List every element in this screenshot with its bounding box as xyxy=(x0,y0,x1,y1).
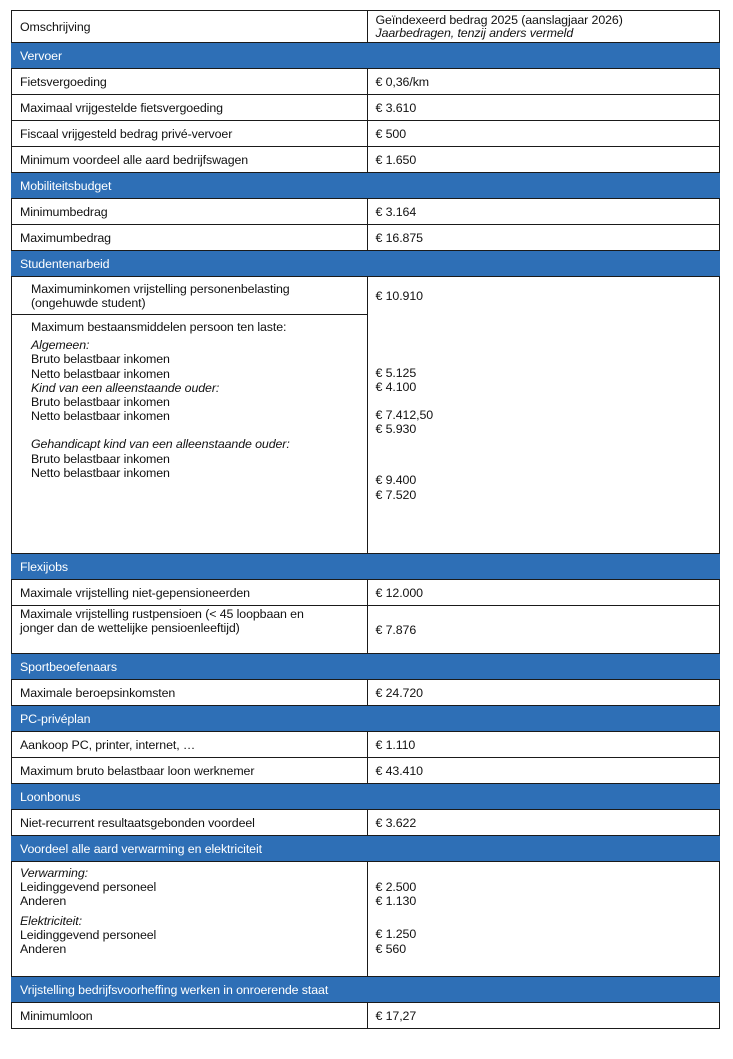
row-label: Maximaal vrijgestelde fietsvergoeding xyxy=(12,95,368,121)
row-label: Fiscaal vrijgesteld bedrag privé-vervoer xyxy=(12,121,368,147)
table-row xyxy=(12,199,720,225)
indexed-amounts-table xyxy=(11,10,720,1029)
group-title: Elektriciteit: xyxy=(20,913,82,928)
group-line: Bruto belastbaar inkomen xyxy=(31,451,170,466)
section-header-verwarming-elektriciteit xyxy=(12,836,720,862)
group-value: € 560 xyxy=(375,941,407,956)
section-header-vervoer xyxy=(12,43,720,69)
section-header-pc-priveplan xyxy=(12,706,720,732)
row-label: Minimumloon xyxy=(12,1003,368,1029)
row-label xyxy=(12,277,368,315)
table-row xyxy=(12,758,720,784)
row-value: € 500 xyxy=(367,121,720,147)
table-row xyxy=(12,606,720,654)
row-label xyxy=(12,606,368,654)
group-value: € 2.500 xyxy=(375,880,417,894)
header-amount xyxy=(367,11,720,43)
row-value: € 16.875 xyxy=(367,225,720,251)
row-value: € 43.410 xyxy=(367,758,720,784)
dependents-intro: Maximum bestaansmiddelen persoon ten laste: xyxy=(31,320,287,334)
table-row xyxy=(12,69,720,95)
section-header-onroerende-staat xyxy=(12,977,720,1003)
group-line: Leidinggevend personeel xyxy=(20,880,157,895)
row-label xyxy=(12,315,368,554)
group-title: Gehandicapt kind van een alleenstaande ouder: xyxy=(31,437,290,452)
row-label: Minimumbedrag xyxy=(12,199,368,225)
section-title: PC-privéplan xyxy=(12,706,720,732)
row-label xyxy=(12,862,368,977)
row-value: € 12.000 xyxy=(367,580,720,606)
group-value: € 5.125 xyxy=(375,365,417,380)
row-label-line: Maximale vrijstelling rustpensioen (< 45 loopbaan en xyxy=(20,607,304,621)
header-amount-title: Geïndexeerd bedrag 2025 (aanslagjaar 2026) xyxy=(375,12,623,27)
row-label: Niet-recurrent resultaatsgebonden voordeel xyxy=(12,810,368,836)
group-value: € 9.400 xyxy=(375,473,417,488)
row-value: € 3.622 xyxy=(367,810,720,836)
row-value xyxy=(367,862,720,977)
section-title: Loonbonus xyxy=(12,784,720,810)
section-header-studentenarbeid xyxy=(12,251,720,277)
row-value: € 1.110 xyxy=(367,732,720,758)
table-row xyxy=(12,147,720,173)
row-label: Maximale beroepsinkomsten xyxy=(12,680,368,706)
group-value: € 1.130 xyxy=(375,894,417,909)
section-header-mobiliteitsbudget xyxy=(12,173,720,199)
row-label-line: Maximuminkomen vrijstelling personenbelasting xyxy=(31,281,290,296)
group-value: € 1.250 xyxy=(375,927,417,942)
header-description: Omschrijving xyxy=(12,11,368,43)
group-line: Bruto belastbaar inkomen xyxy=(31,352,170,367)
header-amount-subtitle: Jaarbedragen, tenzij anders vermeld xyxy=(375,25,574,40)
row-label: Maximale vrijstelling niet-gepensioneerden xyxy=(12,580,368,606)
section-header-flexijobs xyxy=(12,554,720,580)
group-value: € 5.930 xyxy=(375,422,417,437)
row-value: € 17,27 xyxy=(367,1003,720,1029)
row-label-line: (ongehuwde student) xyxy=(31,295,146,310)
table-row xyxy=(12,121,720,147)
table-row-dependents xyxy=(12,315,720,554)
section-title: Studentenarbeid xyxy=(12,251,720,277)
row-label: Maximum bruto belastbaar loon werknemer xyxy=(12,758,368,784)
table-row xyxy=(12,225,720,251)
row-value xyxy=(367,315,720,554)
group-title: Verwarming: xyxy=(20,866,88,880)
group-value: € 4.100 xyxy=(375,379,417,394)
table-row xyxy=(12,95,720,121)
row-value: € 7.876 xyxy=(367,606,720,654)
group-line: Anderen xyxy=(20,894,67,909)
table-header-row xyxy=(12,11,720,43)
group-line: Netto belastbaar inkomen xyxy=(31,465,170,480)
row-value: € 3.164 xyxy=(367,199,720,225)
table-row xyxy=(12,1003,720,1029)
section-title: Flexijobs xyxy=(12,554,720,580)
row-value: € 24.720 xyxy=(367,680,720,706)
table-row xyxy=(12,732,720,758)
section-title: Sportbeoefenaars xyxy=(12,654,720,680)
section-header-sportbeoefenaars xyxy=(12,654,720,680)
group-value: € 7.520 xyxy=(375,487,417,502)
table-row-heating-electricity xyxy=(12,862,720,977)
row-label-line: jonger dan de wettelijke pensioenleeftijd) xyxy=(20,621,240,635)
group-line: Netto belastbaar inkomen xyxy=(31,409,170,424)
table-row xyxy=(12,810,720,836)
row-label: Fietsvergoeding xyxy=(12,69,368,95)
table-row xyxy=(12,277,720,315)
row-label: Maximumbedrag xyxy=(12,225,368,251)
section-title: Mobiliteitsbudget xyxy=(12,173,720,199)
table-row xyxy=(12,680,720,706)
group-line: Netto belastbaar inkomen xyxy=(31,366,170,381)
row-value: € 1.650 xyxy=(367,147,720,173)
table-row xyxy=(12,580,720,606)
section-header-loonbonus xyxy=(12,784,720,810)
group-title: Algemeen: xyxy=(31,338,90,353)
section-title: Vervoer xyxy=(12,43,720,69)
row-value: € 3.610 xyxy=(367,95,720,121)
section-title: Voordeel alle aard verwarming en elektriciteit xyxy=(12,836,720,862)
amounts-table-sheet xyxy=(11,10,720,1029)
row-label: Minimum voordeel alle aard bedrijfswagen xyxy=(12,147,368,173)
group-title: Kind van een alleenstaande ouder: xyxy=(31,380,220,395)
row-label: Aankoop PC, printer, internet, … xyxy=(12,732,368,758)
row-value: € 10.910 xyxy=(367,277,720,315)
group-line: Anderen xyxy=(20,942,67,957)
group-line: Bruto belastbaar inkomen xyxy=(31,395,170,410)
group-value: € 7.412,50 xyxy=(375,407,434,422)
row-value: € 0,36/km xyxy=(367,69,720,95)
section-title: Vrijstelling bedrijfsvoorheffing werken in onroerende staat xyxy=(12,977,720,1003)
group-line: Leidinggevend personeel xyxy=(20,927,157,942)
